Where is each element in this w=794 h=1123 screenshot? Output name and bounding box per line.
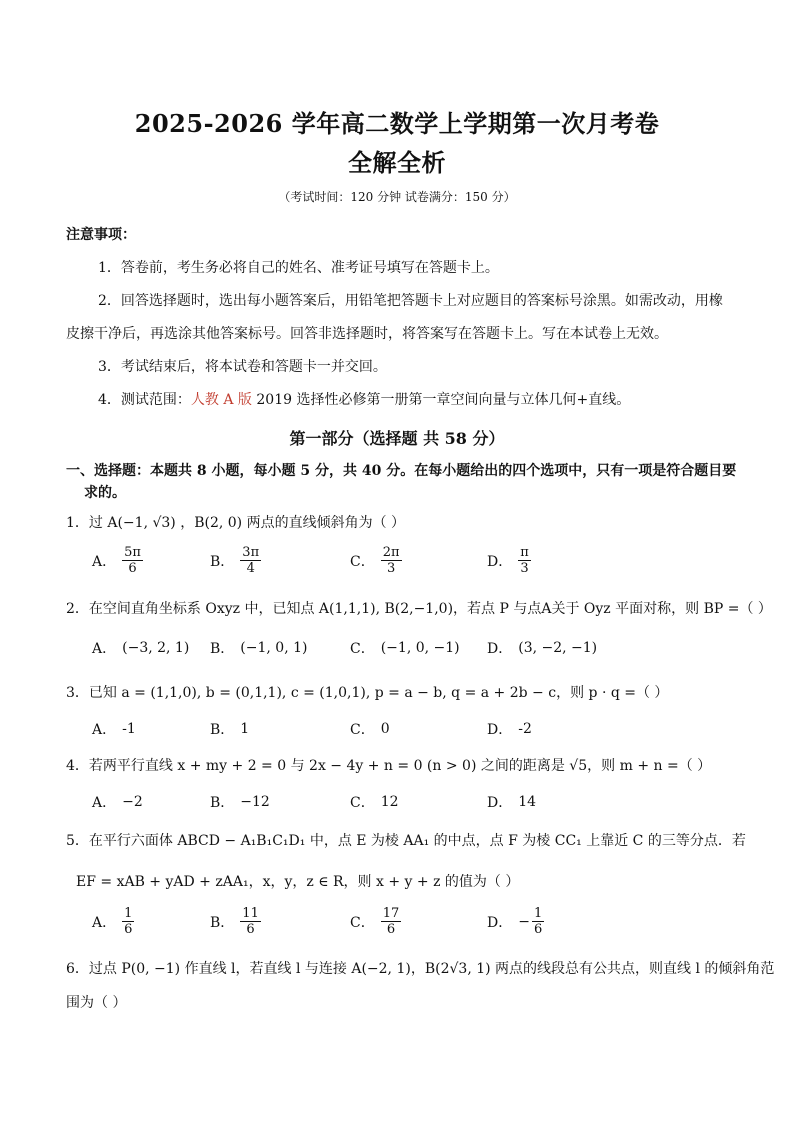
numerator: 17 [382,906,400,921]
notes-heading: 注意事项： [66,227,136,243]
q4-option-c [350,792,399,812]
option-label: B． [210,795,235,811]
fraction [381,906,402,937]
fraction [240,906,261,937]
option-label: B． [210,722,235,738]
q5-option-a [92,906,134,937]
fraction [122,545,143,576]
numerator: 5π [124,545,141,560]
fraction [532,906,544,937]
option-label: D． [487,641,513,657]
note-1: 1．答卷前，考生务必将自己的姓名、准考证号填写在答题卡上。 [98,260,499,276]
section-1-intro-line2: 求的。 [84,485,126,501]
fraction [240,545,261,576]
fraction [518,545,531,576]
note-4-textbook: 人教 A 版 [190,392,252,408]
q1-option-a [92,545,143,576]
option-label: A． [92,722,117,738]
option-label: D． [487,795,513,811]
q3-stem: 3．已知 a = (1,1,0), b = (0,1,1), c = (1,0,1), p = a − b, q = a + 2b − c，则 p · q =（ ） [66,685,669,701]
q3-option-a [92,719,136,739]
denominator: 6 [533,922,543,937]
option-text: −2 [122,794,143,810]
q4-option-b [210,792,270,812]
exam-info: （考试时间：120 分钟 试卷满分：150 分） [278,190,516,204]
note-4-prefix: 4．测试范围： [98,392,191,408]
option-label: D． [487,553,513,570]
q5-stem-line2: EF = xAB + yAD + zAA₁，x，y，z ∈ R，则 x + y + z 的值为（ ） [76,874,520,890]
option-label: A． [92,914,117,931]
option-label: A． [92,641,117,657]
option-label: B． [210,914,235,931]
q5-stem-line1: 5．在平行六面体 ABCD − A₁B₁C₁D₁ 中，点 E 为棱 AA₁ 的中点，点 F 为棱 CC₁ 上靠近 C 的三等分点．若 [66,833,746,849]
denominator: 6 [124,922,133,937]
option-label: A． [92,795,117,811]
option-text: -2 [518,721,532,737]
q5-option-d [487,906,544,937]
q1-option-b [210,545,261,576]
option-text: 0 [380,721,390,737]
denominator: 4 [246,561,255,576]
option-text: 14 [518,794,537,810]
option-label: C． [350,795,375,811]
denominator: 3 [386,561,396,576]
option-label: C． [350,641,375,657]
q1-option-d [487,545,531,576]
q4-stem: 4．若两平行直线 x + my + 2 = 0 与 2x − 4y + n = 0 (n > 0) 之间的距离是 √5，则 m + n =（ ） [66,758,712,774]
option-text: (−1, 0, 1) [240,640,308,656]
q3-option-d [487,719,532,739]
fraction [122,906,134,937]
q5-option-b [210,906,261,937]
note-4-suffix: 2019 选择性必修第一册第一章空间向量与立体几何+直线。 [251,392,631,408]
option-label: C． [350,553,375,570]
option-label: B． [210,641,235,657]
numerator: 1 [533,906,543,921]
q2-option-a [92,638,189,658]
option-text: −12 [240,794,270,810]
option-text: -1 [122,721,136,737]
option-label: B． [210,553,235,570]
denominator: 6 [128,561,137,576]
q6-stem-line1: 6．过点 P(0, −1) 作直线 l，若直线 l 与连接 A(−2, 1)，B(2√3, 1) 两点的线段总有公共点，则直线 l 的倾斜角范 [66,961,775,977]
numerator: 2π [382,545,400,560]
numerator: 1 [124,906,133,921]
section-1-title: 第一部分（选择题 共 58 分） [289,429,505,448]
q1-option-c [350,545,402,576]
option-label: D． [487,914,513,931]
numerator: 11 [242,906,259,921]
q3-option-b [210,719,249,739]
minus-sign: − [518,913,530,930]
option-text: 1 [240,721,250,737]
q2-option-d [487,638,597,658]
option-label: A． [92,553,117,570]
fraction [381,545,402,576]
option-text: (−3, 2, 1) [122,640,190,656]
note-2-line2: 皮擦干净后，再选涂其他答案标号。回答非选择题时，将答案写在答题卡上。写在本试卷上无效。 [66,326,668,342]
q2-option-b [210,638,307,658]
q6-stem-line2: 围为（ ） [66,995,127,1011]
option-text: 12 [380,794,399,810]
q1-stem: 1．过 A(−1, √3) ，B(2, 0) 两点的直线倾斜角为（ ） [66,515,406,531]
denominator: 3 [520,561,529,576]
q4-option-a [92,792,143,812]
q4-option-d [487,792,536,812]
note-2-line1: 2．回答选择题时，选出每小题答案后，用铅笔把答题卡上对应题目的答案标号涂黑。如需改动，用橡 [98,293,723,309]
option-text: (−1, 0, −1) [380,640,460,656]
option-text: (3, −2, −1) [518,640,598,656]
exam-title: 2025-2026 学年高二数学上学期第一次月考卷 [134,109,660,138]
q5-option-c [350,906,401,937]
numerator: 3π [242,545,260,560]
exam-subtitle: 全解全析 [348,148,446,177]
section-1-intro-line1: 一、选择题：本题共 8 小题，每小题 5 分，共 40 分。在每小题给出的四个选项中，只有一项是符合题目要 [66,463,737,479]
note-3: 3．考试结束后，将本试卷和答题卡一并交回。 [98,359,387,375]
q2-option-c [350,638,460,658]
denominator: 6 [386,922,396,937]
note-4 [98,389,630,409]
denominator: 6 [246,922,255,937]
option-label: C． [350,722,375,738]
numerator: π [520,545,529,560]
option-label: C． [350,914,375,931]
q2-stem: 2．在空间直角坐标系 Oxyz 中，已知点 A(1,1,1), B(2,−1,0)，若点 P 与点A关于 Oyz 平面对称，则 BP =（ ） [66,601,772,617]
option-label: D． [487,722,513,738]
q3-option-c [350,719,390,739]
